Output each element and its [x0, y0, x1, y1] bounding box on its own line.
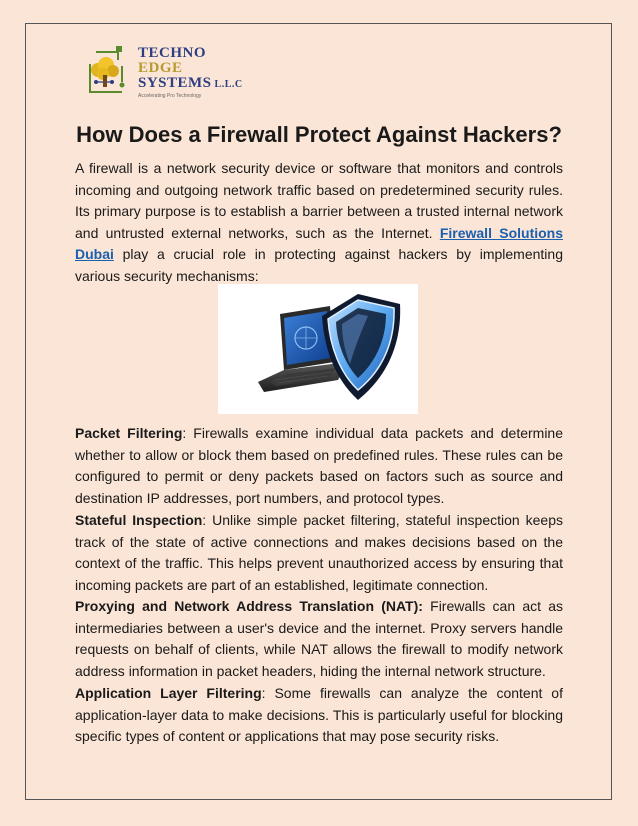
intro-paragraph	[75, 158, 563, 287]
section-stateful-inspection	[75, 510, 563, 596]
company-logo	[82, 44, 252, 104]
section-body: Firewalls can act as intermediaries between a user's device and the internet. Proxy servers handle requests on behalf of clients, while NAT allows the firewall to modify network address information in packet headers, hiding the internal network structure.	[75, 598, 563, 679]
section-body: Firewalls examine individual data packets and determine whether to allow or block them based on predefined rules. These rules can be configured to permit or deny packets based on factors such as source and destination IP addresses, port numbers, and protocol types.	[75, 425, 563, 506]
logo-systems-word: SYSTEMS	[138, 75, 212, 91]
section-heading: Stateful Inspection	[75, 512, 203, 528]
section-heading: Application Layer Filtering	[75, 685, 262, 701]
logo-llc: L.L.C	[214, 79, 243, 90]
logo-text	[138, 46, 243, 99]
section-separator: :	[202, 512, 207, 528]
logo-line-systems	[138, 76, 243, 92]
section-application-layer-filtering	[75, 683, 563, 748]
section-body: Unlike simple packet filtering, stateful inspection keeps track of the state of active connections and makes decisions based on the context of the traffic. This helps prevent unauthorized access by ensuring that incoming packets are part of an established, legitimate connection.	[75, 512, 563, 593]
section-body: Some firewalls can analyze the content of application-layer data to make decisions. This is particularly useful for blocking specific types of content or applications that may pose security risks.	[75, 685, 563, 744]
firewall-solutions-dubai-link[interactable]: Firewall Solutions Dubai	[75, 224, 564, 262]
laptop-shield-firewall-illustration	[218, 284, 418, 414]
section-separator: :	[182, 425, 187, 441]
intro-text-after: play a crucial role in protecting against hackers by implementing various security mechanisms:	[75, 246, 563, 284]
section-packet-filtering	[75, 423, 563, 509]
logo-line-techno: TECHNO	[138, 45, 207, 61]
laptop-shield-svg	[218, 284, 418, 414]
section-heading: Proxying and Network Address Translation (NAT):	[75, 598, 423, 614]
section-separator: :	[261, 685, 266, 701]
logo-tagline: Accelerating Pro Technology	[138, 93, 202, 99]
section-heading: Packet Filtering	[75, 425, 183, 441]
page-title: How Does a Firewall Protect Against Hackers?	[76, 122, 562, 147]
tree-circuit-logo-icon	[82, 44, 132, 100]
logo-line-edge: EDGE	[138, 60, 183, 76]
section-proxying-nat	[75, 596, 563, 682]
intro-text-before: A firewall is a network security device or software that monitors and controls incoming and outgoing network traffic based on predetermined security rules. Its primary purpose is to establish a barrier between a trusted internal network and untrusted external networks, such as the Internet.	[75, 160, 563, 241]
